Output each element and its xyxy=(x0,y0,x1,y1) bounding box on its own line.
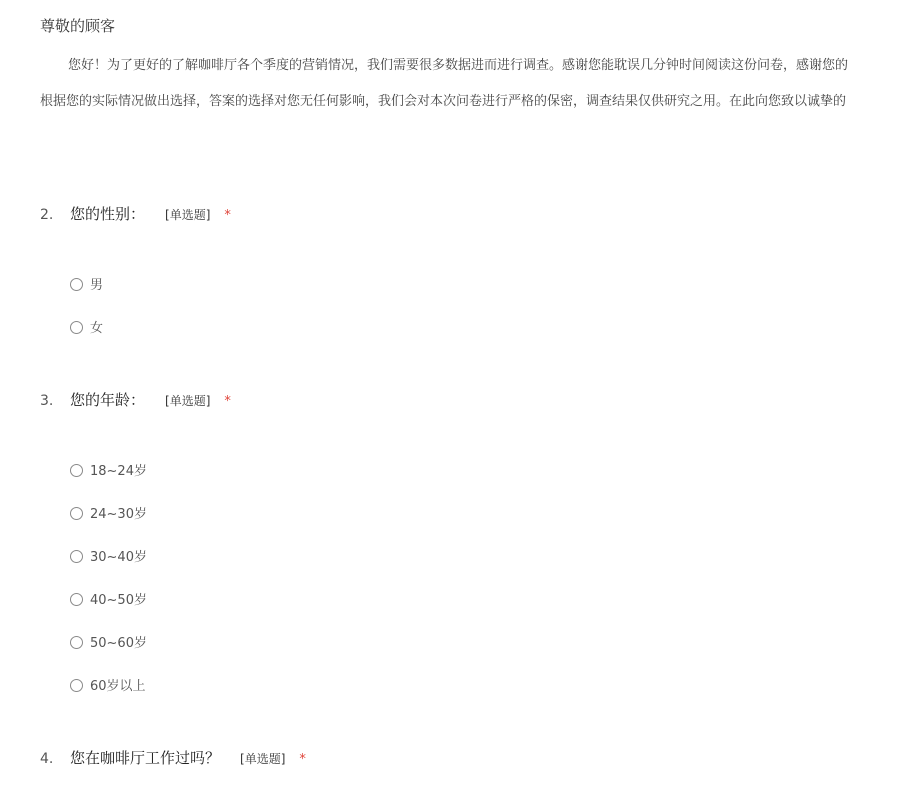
option-age-30-40[interactable] xyxy=(70,548,147,566)
intro-text-line-2: 根据您的实际情况做出选择，答案的选择对您无任何影响，我们会对本次问卷进行严格的保密，调查结果仅供研究之用。在此向您致以诚挚的 xyxy=(40,94,847,109)
radio-button-icon[interactable] xyxy=(70,679,83,692)
question-number: 2. xyxy=(40,207,54,223)
option-age-24-30[interactable] xyxy=(70,505,147,523)
radio-button-icon[interactable] xyxy=(70,636,83,649)
required-marker: * xyxy=(224,394,231,409)
question-type-tag: [单选题] xyxy=(165,394,211,408)
option-age-60-plus[interactable] xyxy=(70,677,146,695)
question-type-tag: [单选题] xyxy=(240,752,286,766)
option-age-40-50[interactable] xyxy=(70,591,147,609)
question-title: 您在咖啡厅工作过吗？ xyxy=(70,749,221,767)
option-label: 30~40岁 xyxy=(90,549,147,565)
option-label: 男 xyxy=(90,277,104,293)
option-label: 24~30岁 xyxy=(90,506,147,522)
option-gender-male[interactable] xyxy=(70,276,103,294)
question-cafe-work-experience xyxy=(40,747,306,769)
option-age-50-60[interactable] xyxy=(70,634,147,652)
radio-button-icon[interactable] xyxy=(70,321,83,334)
option-label: 60岁以上 xyxy=(90,678,146,694)
option-label: 40~50岁 xyxy=(90,592,147,608)
option-label: 18~24岁 xyxy=(90,463,147,479)
question-title: 您的性别： xyxy=(70,205,146,223)
question-gender xyxy=(40,203,231,225)
question-type-tag: [单选题] xyxy=(165,208,211,222)
required-marker: * xyxy=(224,208,231,223)
option-age-18-24[interactable] xyxy=(70,462,147,480)
radio-button-icon[interactable] xyxy=(70,278,83,291)
question-number: 4. xyxy=(40,751,54,767)
radio-button-icon[interactable] xyxy=(70,593,83,606)
option-label: 50~60岁 xyxy=(90,635,147,651)
question-age xyxy=(40,389,231,411)
question-number: 3. xyxy=(40,393,54,409)
radio-button-icon[interactable] xyxy=(70,464,83,477)
option-gender-female[interactable] xyxy=(70,319,103,337)
question-title: 您的年龄： xyxy=(70,391,146,409)
option-label: 女 xyxy=(90,320,104,336)
radio-button-icon[interactable] xyxy=(70,550,83,563)
intro-text-line-1: 您好！为了更好的了解咖啡厅各个季度的营销情况，我们需要很多数据进而进行调查。感谢您能耽误几分钟时间阅读这份问卷，感谢您的 xyxy=(68,58,849,73)
greeting-title: 尊敬的顾客 xyxy=(40,17,116,35)
required-marker: * xyxy=(299,752,306,767)
radio-button-icon[interactable] xyxy=(70,507,83,520)
